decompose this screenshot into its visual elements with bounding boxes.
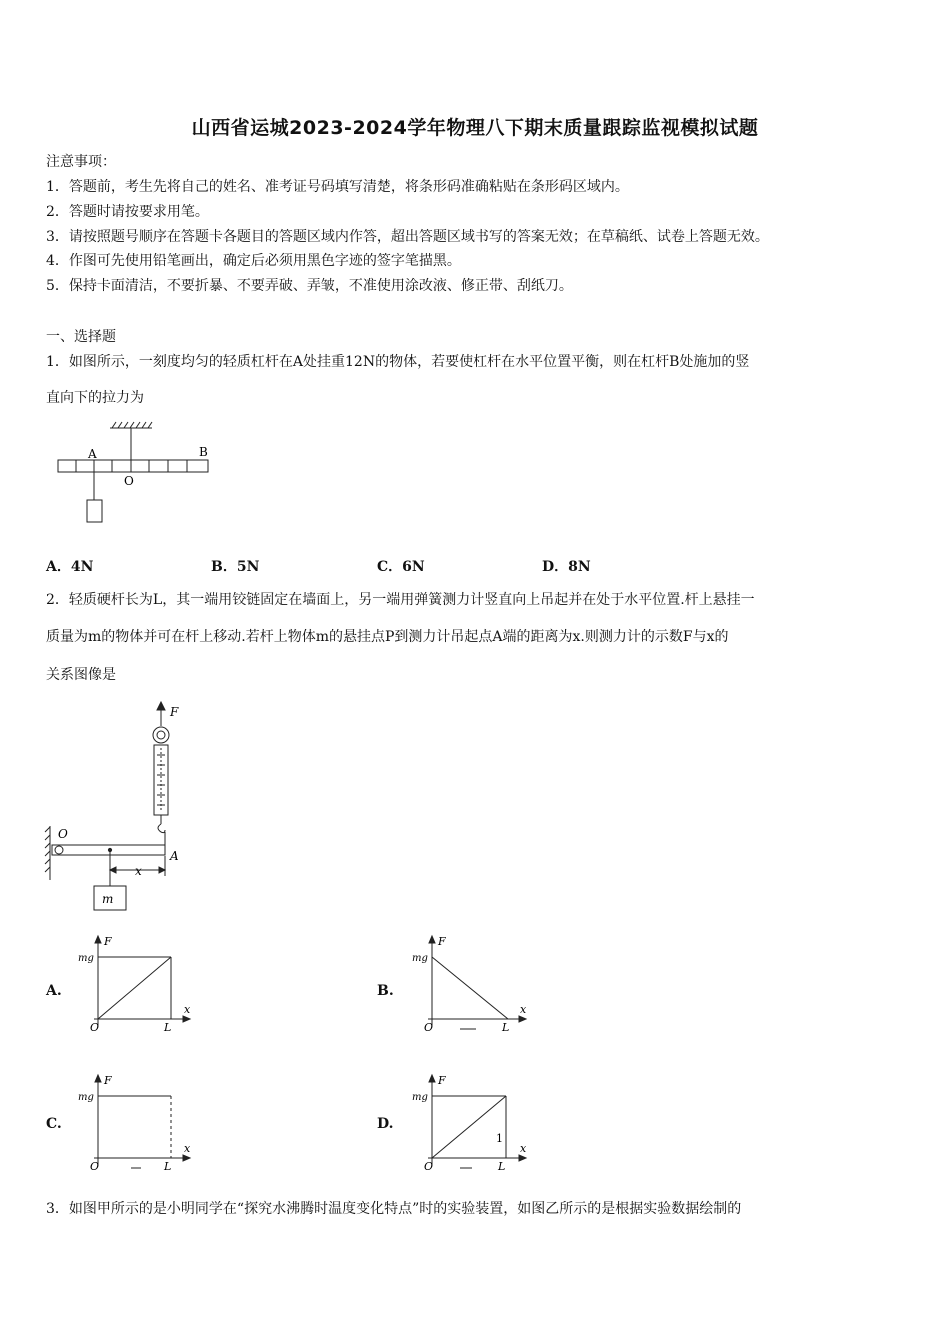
label-x: x [135,864,142,878]
q1-text-line2: 直向下的拉力为 [46,390,144,406]
graph-a[interactable] [76,933,196,1033]
axis-f: F [438,935,446,948]
q1-option-c[interactable]: C．6N [377,559,425,575]
q2-text-line2: 质量为m的物体并可在杆上移动.若杆上物体m的悬挂点P到测力计吊起点A端的距离为x.则测力计的示数F与x的 [46,629,729,645]
tick-mg: mg [412,953,428,964]
tick-l: L [164,1021,172,1033]
axis-x: x [520,1003,527,1016]
axis-f: F [438,1074,446,1087]
note-item-5: 5．保持卡面清洁，不要折暴、不要弄破、弄皱，不准使用涂改液、修正带、刮纸刀。 [46,278,573,294]
label-o: O [58,827,68,841]
q2-option-b[interactable]: B. [377,983,394,999]
label-a: A [170,849,179,863]
note-item-4: 4．作图可先使用铅笔画出，确定后必须用黑色字迹的签字笔描黑。 [46,253,461,269]
q2-option-a[interactable]: A. [46,983,62,999]
tick-mg: mg [78,1092,94,1103]
label-o: O [124,474,134,488]
q2-text-line3: 关系图像是 [46,667,116,683]
graph-d[interactable] [410,1072,535,1172]
section-heading: 一、选择题 [46,329,116,345]
tick-l: L [164,1160,172,1172]
tick-mg: mg [412,1092,428,1103]
origin: O [424,1021,434,1033]
q2-text-line1: 2．轻质硬杆长为L，其一端用铰链固定在墙面上，另一端用弹簧测力计竖直向上吊起并在处于水平位置.杆上悬挂一 [46,592,755,608]
graph-b[interactable] [410,933,535,1033]
note-item-1: 1．答题前，考生先将自己的姓名、准考证号码填写清楚，将条形码准确粘贴在条形码区域内。 [46,179,629,195]
q2-option-d[interactable]: D. [377,1116,394,1132]
notes-heading: 注意事项： [46,154,116,170]
tick-mg: mg [78,953,94,964]
q1-option-b[interactable]: B．5N [211,559,260,575]
spring-scale-figure [44,700,194,912]
origin: O [90,1021,100,1033]
axis-f: F [104,935,112,948]
page-title: 山西省运城2023-2024学年物理八下期末质量跟踪监视模拟试题 [191,117,759,139]
label-m: m [102,892,114,906]
q2-option-c[interactable]: C. [46,1116,62,1132]
note-item-3: 3．请按照题号顺序在答题卡各题目的答题区域内作答，超出答题区域书写的答案无效；在草稿纸、试卷上答题无效。 [46,229,769,245]
q1-option-a[interactable]: A．4N [46,559,94,575]
label-f: F [170,705,179,719]
graph-c[interactable] [76,1072,196,1172]
lever-figure [50,418,220,530]
label-a: A [88,447,97,461]
mark-1: 1 [496,1132,503,1145]
tick-l: L [498,1160,506,1172]
tick-l: L [502,1021,510,1033]
origin: O [90,1160,100,1172]
axis-f: F [104,1074,112,1087]
note-item-2: 2．答题时请按要求用笔。 [46,204,209,220]
axis-x: x [184,1142,191,1155]
label-b: B [199,445,208,459]
axis-x: x [184,1003,191,1016]
axis-x: x [520,1142,527,1155]
q3-text-line1: 3．如图甲所示的是小明同学在“探究水沸腾时温度变化特点”时的实验装置，如图乙所示的是根据实验数据绘制的 [46,1201,742,1217]
origin: O [424,1160,434,1172]
q1-text-line1: 1．如图所示，一刻度均匀的轻质杠杆在A处挂重12N的物体，若要使杠杆在水平位置平衡，则在杠杆B处施加的竖 [46,354,750,370]
q1-option-d[interactable]: D．8N [542,559,591,575]
